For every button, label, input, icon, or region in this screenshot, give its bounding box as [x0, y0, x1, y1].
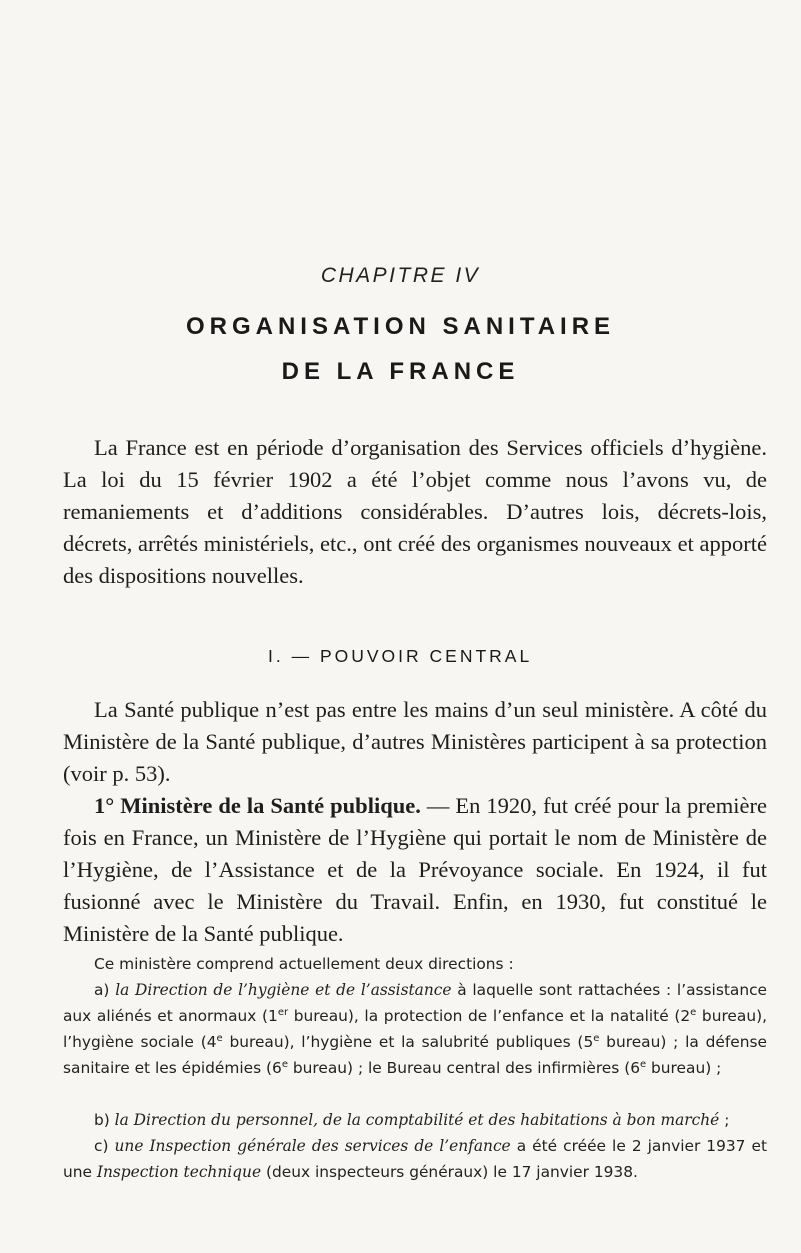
- ministry-lead: 1° Ministère de la Santé publique.: [94, 793, 421, 818]
- superscript: e: [690, 1006, 697, 1018]
- chapter-title-line-1: ORGANISATION SANITAIRE: [185, 313, 616, 340]
- item-a-text: bureau) ; la défense sanitaire et les épidémies (6: [63, 1033, 767, 1077]
- item-b-title: la Direction du personnel, de la comptabilité et des habitations à bon marché: [114, 1111, 720, 1129]
- superscript: er: [277, 1006, 289, 1018]
- item-a-text: bureau), la protection de l’enfance et la natalité (2: [288, 1007, 691, 1025]
- details-item-a: [63, 977, 767, 1081]
- details-item-b: [63, 1107, 767, 1133]
- item-a-text: bureau) ;: [646, 1059, 722, 1077]
- superscript: e: [593, 1032, 600, 1044]
- item-c-title-2: Inspection technique: [96, 1163, 262, 1181]
- chapter-title-line-2: DE LA FRANCE: [281, 358, 520, 385]
- item-c-prefix: c): [94, 1137, 115, 1155]
- item-a-title: la Direction de l’hygiène et de l’assistance: [115, 981, 452, 999]
- chapter-heading: CHAPITRE IV: [320, 264, 481, 287]
- item-a-text: bureau), l’hygiène et la salubrité publiques (5: [222, 1033, 594, 1051]
- item-a-prefix: a): [94, 981, 116, 999]
- item-c-text: a été créée le 2 janvier 1937 et une: [63, 1137, 768, 1181]
- intro-paragraph: La France est en période d’organisation des Services officiels d’hygiène. La loi du 15 février 1902 a été l’objet comme nous l’avons vu, de remaniements et d’additions considérables. D’autres lois, décrets-lois, décrets, arrêtés ministériels, etc., ont créé des organismes nouveaux et apporté des dispositions nouvelles.: [63, 435, 767, 588]
- section-heading: I. — POUVOIR CENTRAL: [268, 646, 533, 666]
- item-c-text: (deux inspecteurs généraux) le 17 janvier 1938.: [261, 1163, 638, 1181]
- ministry-paragraph: [63, 790, 767, 950]
- details-item-c: [63, 1133, 767, 1185]
- ministry-text: — En 1920, fut créé pour la première fois en France, un Ministère de l’Hygiène qui portait le nom de Ministère de l’Hygiène, de l’Assistance et de la Prévoyance sociale. En 1924, il fut fusionné avec le Ministère du Travail. Enfin, en 1930, fut constitué le Ministère de la Santé publique.: [63, 793, 767, 946]
- superscript: e: [216, 1032, 223, 1044]
- details-intro: Ce ministère comprend actuellement deux directions :: [94, 955, 514, 973]
- superscript: e: [639, 1058, 647, 1070]
- item-c-title: une Inspection générale des services de l’enfance: [114, 1137, 511, 1155]
- superscript: e: [281, 1058, 288, 1070]
- item-b-prefix: b): [94, 1111, 115, 1129]
- item-a-text: bureau) ; le Bureau central des infirmières (6: [287, 1059, 640, 1077]
- item-a-text: bureau), l’hygiène sociale (4: [63, 1007, 767, 1051]
- section-paragraph: La Santé publique n’est pas entre les mains d’un seul ministère. A côté du Ministère de la Santé publique, d’autres Ministères participent à sa protection (voir p. 53).: [63, 697, 767, 786]
- item-a-text: à laquelle sont rattachées : l’assistance aux aliénés et anormaux (1: [63, 981, 768, 1025]
- item-b-end: ;: [719, 1111, 730, 1129]
